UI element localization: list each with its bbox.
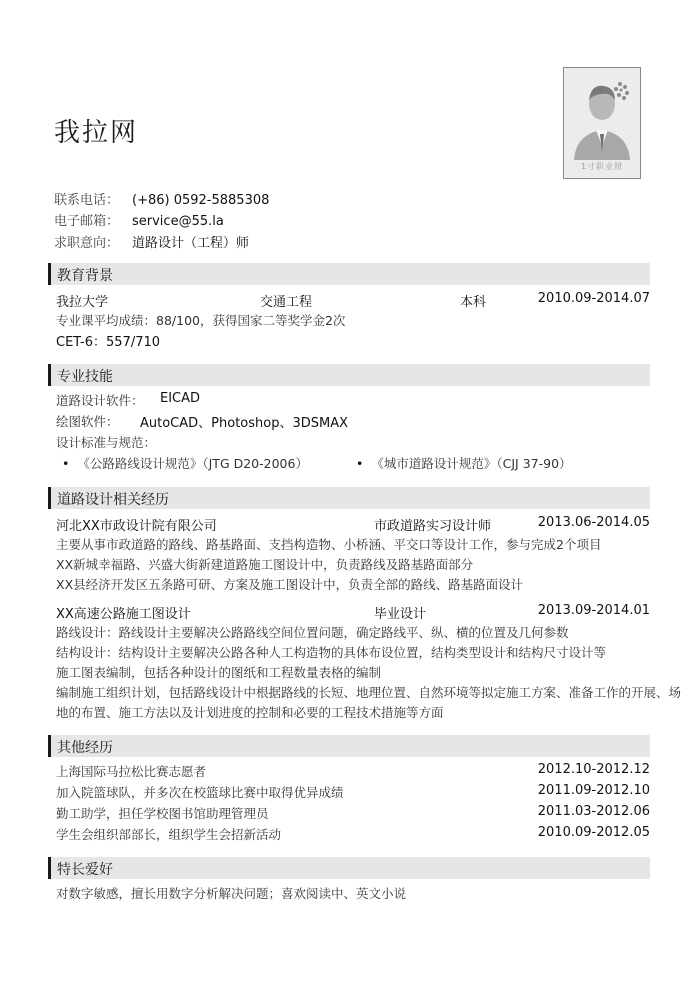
job-company: XX高速公路施工图设计 bbox=[56, 607, 191, 622]
section-experience bbox=[48, 487, 650, 509]
phone-label: 联系电话： bbox=[54, 193, 120, 208]
job-company: 河北XX市政设计院有限公司 bbox=[56, 519, 217, 534]
standards-label: 设计标准与规范： bbox=[56, 435, 157, 450]
education-line: CET-6：557/710 bbox=[56, 335, 161, 350]
software-value: EICAD bbox=[160, 391, 201, 406]
email-value: service@55.la bbox=[132, 214, 224, 229]
contact-objective bbox=[54, 232, 249, 251]
other-item: 加入院篮球队，并多次在校篮球比赛中取得优异成绩 bbox=[56, 785, 344, 800]
phone-value: (+86) 0592-5885308 bbox=[132, 193, 270, 208]
resume-name: 我拉网 bbox=[54, 118, 139, 148]
other-item: 学生会组织部部长，组织学生会招新活动 bbox=[56, 827, 282, 842]
other-period: 2011.09-2012.10 bbox=[537, 783, 650, 798]
job-line: 地的布置、施工方法以及计划进度的控制和必要的工程技术措施等方面 bbox=[56, 705, 444, 720]
objective-value: 道路设计（工程）师 bbox=[132, 236, 250, 251]
objective-label: 求职意向： bbox=[54, 236, 120, 251]
email-label: 电子邮箱： bbox=[54, 214, 120, 229]
section-title: 道路设计相关经历 bbox=[57, 492, 169, 508]
other-period: 2010.09-2012.05 bbox=[537, 825, 650, 840]
hobbies-text: 对数字敏感，擅长用数字分析解决问题；喜欢阅读中、英文小说 bbox=[56, 886, 407, 901]
profile-photo bbox=[563, 67, 641, 179]
section-skills bbox=[48, 364, 650, 386]
job-line: XX新城幸福路、兴盛大街新建道路施工图设计中，负责路线及路基路面部分 bbox=[56, 557, 474, 572]
contact-email bbox=[54, 210, 224, 229]
drawing-value: AutoCAD、Photoshop、3DSMAX bbox=[140, 416, 349, 431]
drawing-label: 绘图软件： bbox=[56, 414, 119, 429]
job-period: 2013.09-2014.01 bbox=[537, 603, 650, 618]
other-period: 2012.10-2012.12 bbox=[537, 762, 650, 777]
job-line: XX县经济开发区五条路可研、方案及施工图设计中，负责全部的路线、路基路面设计 bbox=[56, 577, 524, 592]
section-title: 教育背景 bbox=[57, 268, 113, 284]
section-other bbox=[48, 735, 650, 757]
education-line: 专业课平均成绩：88/100，获得国家二等奖学金2次 bbox=[56, 313, 346, 328]
standard-item: • 《城市道路设计规范》（CJJ 37-90） bbox=[356, 454, 572, 472]
job-line: 路线设计：路线设计主要解决公路路线空间位置问题，确定路线平、纵、横的位置及几何参数 bbox=[56, 625, 569, 640]
job-line: 主要从事市政道路的路线、路基路面、支挡构造物、小桥涵、平交口等设计工作，参与完成2个项目 bbox=[56, 537, 602, 552]
education-period: 2010.09-2014.07 bbox=[537, 291, 650, 306]
photo-caption: 1寸职业照 bbox=[580, 162, 624, 171]
other-item: 上海国际马拉松比赛志愿者 bbox=[56, 764, 207, 779]
contact-phone bbox=[54, 189, 269, 208]
job-period: 2013.06-2014.05 bbox=[537, 515, 650, 530]
section-title: 特长爱好 bbox=[57, 862, 113, 878]
degree: 本科 bbox=[460, 295, 487, 310]
job-line: 施工图表编制，包括各种设计的图纸和工程数量表格的编制 bbox=[56, 665, 382, 680]
other-period: 2011.03-2012.06 bbox=[537, 804, 650, 819]
job-line: 结构设计：结构设计主要解决公路各种人工构造物的具体布设位置，结构类型设计和结构尺寸设计等 bbox=[56, 645, 607, 660]
school-name: 我拉大学 bbox=[56, 295, 109, 310]
job-role: 市政道路实习设计师 bbox=[374, 519, 492, 534]
major: 交通工程 bbox=[260, 295, 313, 310]
job-role: 毕业设计 bbox=[374, 607, 427, 622]
section-hobbies bbox=[48, 857, 650, 879]
section-title: 其他经历 bbox=[57, 740, 113, 756]
software-label: 道路设计软件： bbox=[56, 393, 144, 408]
section-education bbox=[48, 263, 650, 285]
other-item: 勤工助学，担任学校图书馆助理管理员 bbox=[56, 806, 269, 821]
section-title: 专业技能 bbox=[57, 369, 113, 385]
standard-item: • 《公路路线设计规范》（JTG D20-2006） bbox=[62, 454, 308, 472]
job-line: 编制施工组织计划，包括路线设计中根据路线的长短、地理位置、自然环境等拟定施工方案、准备工作的开展、场 bbox=[56, 685, 682, 700]
